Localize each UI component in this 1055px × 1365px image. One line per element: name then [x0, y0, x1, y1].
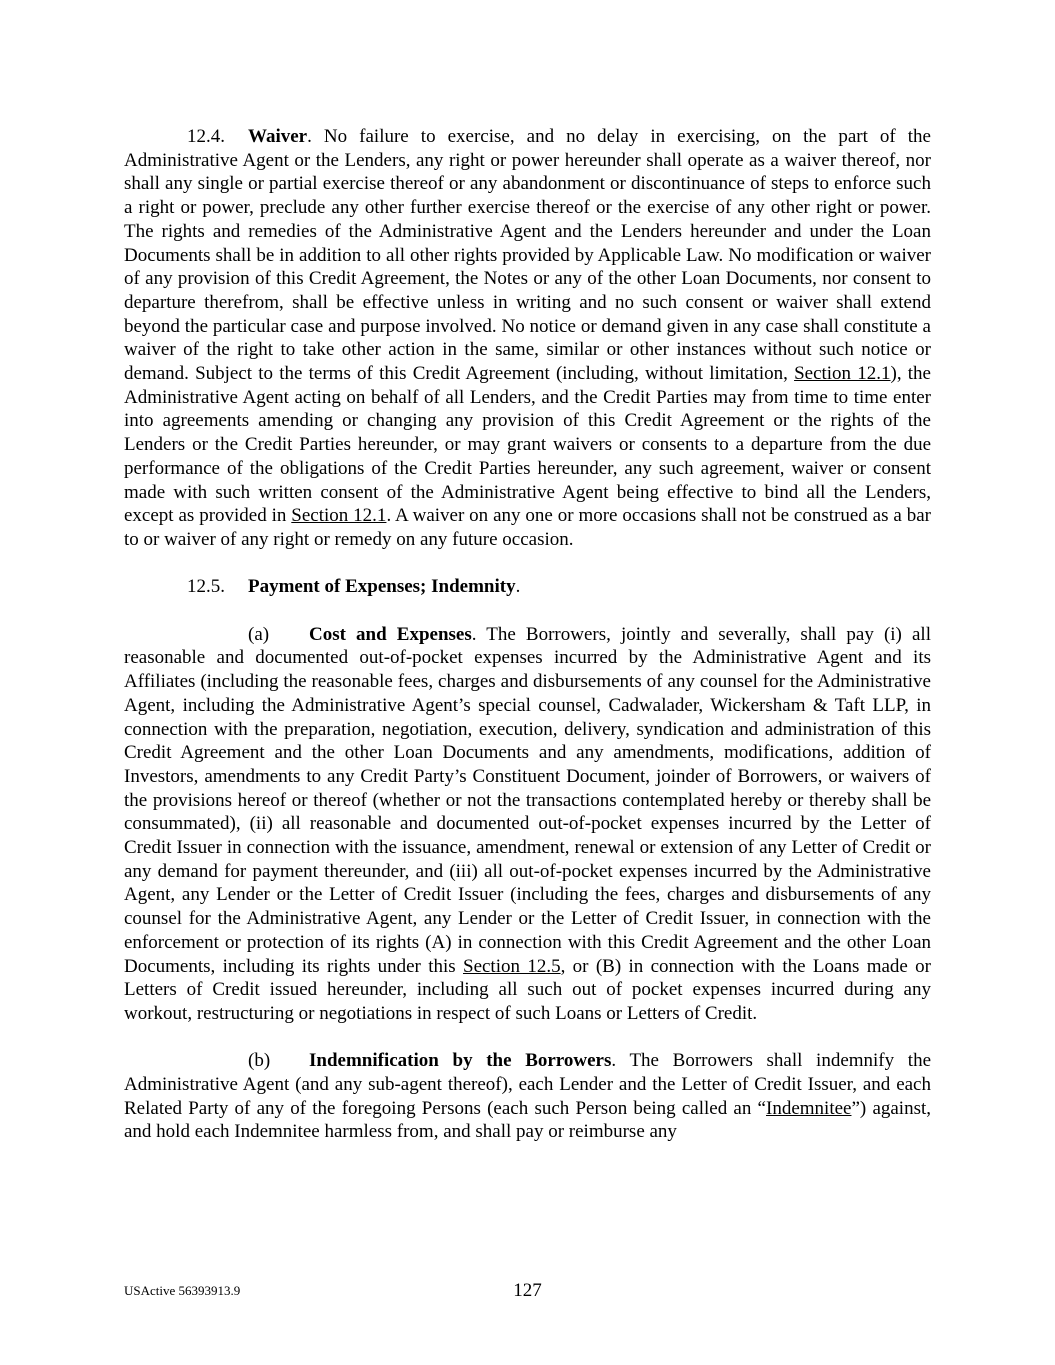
- paragraph-text: ), the Administrative Agent acting on behalf of all Lenders, and the Credit Parties may from time to time enter into agreements amending or changing any provision of this Credit Agreement or the rights of the Lenders or the Credit Parties hereunder, or may grant waivers or consents to a departure from the due performance of the obligations of the Credit Parties hereunder, any such agreement, waiver or consent made with such written consent of the Administrative Agent being effective to bind all the Lenders, except as provided in: [124, 363, 931, 527]
- subsection-a-paragraph: [124, 623, 931, 1026]
- section-number: 12.5.: [187, 576, 225, 598]
- paragraph-text: . No failure to exercise, and no delay in exercising, on the part of the Administrative Agent or the Lenders, any right or power hereunder shall operate as a waiver thereof, nor shall any single or partial exercise thereof or any abandonment or discontinuance of steps to enforce such a right or power, preclude any other further exercise thereof or the exercise of any other right or power. The rights and remedies of the Administrative Agent and the Lenders hereunder and under the Loan Documents shall be in addition to all other rights provided by Applicable Law. No modification or waiver of any provision of this Credit Agreement, the Notes or any of the other Loan Documents, nor consent to departure therefrom, shall be effective unless in writing and no such consent or waiver shall extend beyond the particular case and purpose involved. No notice or demand given in any case shall constitute a waiver of the right to take other action in the same, similar or other instances without such notice or demand. Subject to the terms of this Credit Agreement (including, without limitation,: [124, 126, 931, 385]
- footer-document-id: USActive 56393913.9: [124, 1283, 241, 1298]
- paragraph-text: ”) against, and hold each Indemnitee harmless from, and shall pay or reimburse any: [124, 1097, 932, 1143]
- paragraph-text: . The Borrowers shall indemnify the Administrative Agent (and any sub-agent thereof), each Lender and the Letter of Credit Issuer, and each Related Party of any of the foregoing Persons (each such Person being called an “: [124, 1050, 932, 1119]
- section-title: Waiver: [248, 126, 308, 147]
- section-number: 12.4.: [187, 126, 225, 147]
- page-number: 127: [513, 1280, 542, 1301]
- section-title: Payment of Expenses; Indemnity: [248, 576, 516, 598]
- subsection-title: Indemnification by the Borrowers: [309, 1050, 612, 1072]
- paragraph-text: . A waiver on any one or more occasions shall not be construed as a bar to or waiver of any right or remedy on any future occasion.: [124, 505, 931, 550]
- subsection-label: (b): [248, 1050, 271, 1072]
- document-body: [124, 125, 931, 1144]
- heading-punctuation: .: [515, 576, 521, 598]
- subsection-label: (a): [248, 623, 270, 645]
- defined-term: Indemnitee: [766, 1097, 852, 1119]
- cross-reference: Section 12.1: [794, 363, 891, 385]
- subsection-b-paragraph: [124, 1049, 931, 1144]
- paragraph-text: . The Borrowers, jointly and severally, shall pay (i) all reasonable and documented out-of-pocket expenses incurred by the Administrative Agent and its Affiliates (including the reasonable fees, charges and disbursements of any counsel for the Administrative Agent, including the Administrative Agent’s special counsel, Cadwalader, Wickersham & Taft LLP, in connection with the preparation, negotiation, execution, delivery, syndication and administration of this Credit Agreement and the other Loan Documents and any amendments, modifications, addition of Investors, amendments to any Credit Party’s Constituent Document, joinder of Borrowers, or waivers of the provisions hereof or thereof (whether or not the transactions contemplated hereby or thereby shall be consummated), (ii) all reasonable and documented out-of-pocket expenses incurred by the Letter of Credit Issuer in connection with the issuance, amendment, renewal or extension of any Letter of Credit or any demand for payment thereunder, and (iii) all out-of-pocket expenses incurred by the Administrative Agent, any Lender or the Letter of Credit Issuer (including the fees, charges and disbursements of any counsel for the Administrative Agent, any Lender or the Letter of Credit Issuer, in connection with the enforcement or protection of its rights (A) in connection with this Credit Agreement and the other Loan Documents, including its rights under this: [124, 623, 931, 977]
- cross-reference: Section 12.5: [463, 955, 561, 977]
- paragraph-text: , or (B) in connection with the Loans made or Letters of Credit issued hereunder, including all such out of pocket expenses incurred during any workout, restructuring or negotiations in respect of such Loans or Letters of Credit.: [124, 955, 931, 1024]
- subsection-title: Cost and Expenses: [309, 623, 472, 645]
- cross-reference: Section 12.1: [291, 505, 387, 527]
- section-12-4-paragraph: [124, 125, 931, 552]
- section-12-5-heading: [124, 575, 931, 599]
